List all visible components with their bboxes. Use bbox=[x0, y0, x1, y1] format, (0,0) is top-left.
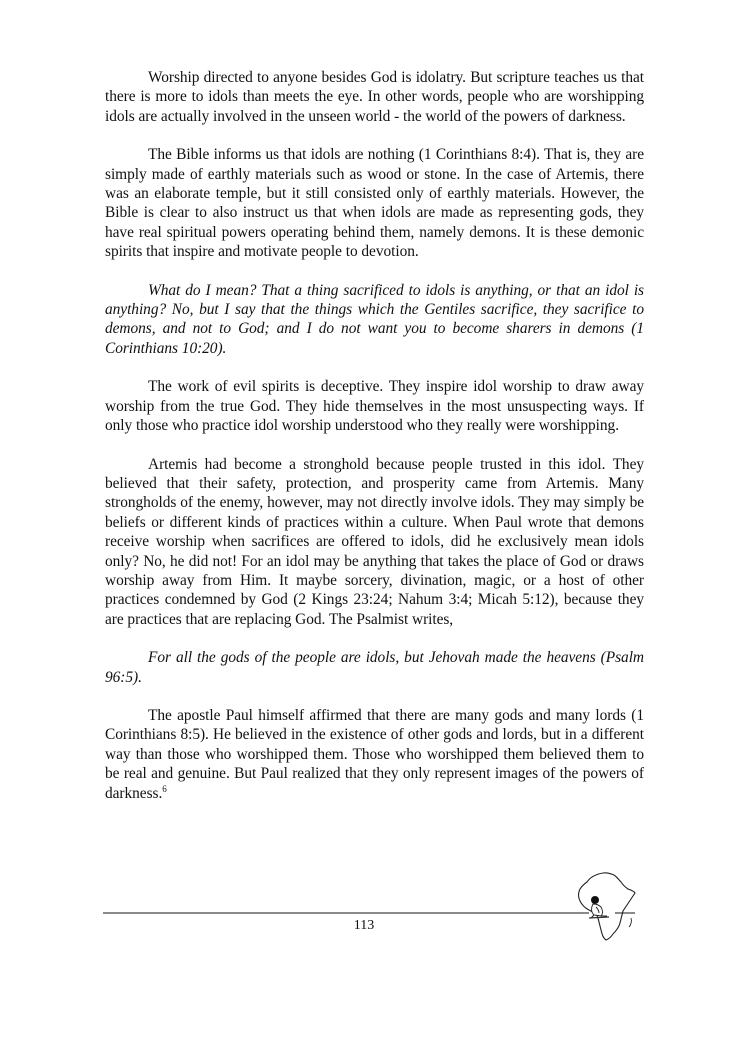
africa-map-praying-figure-icon bbox=[565, 868, 643, 946]
scripture-quote-1-corinthians-10-20: What do I mean? That a thing sacrificed to idols is anything, or that an idol is anything? No, but I say that the things which the Gentiles sacrifice, they sacrifice to demons, and not to God; and I do not want you to become sharers in demons (1 Corinthians 10:20). bbox=[105, 281, 644, 357]
paragraph-idols-are-nothing: The Bible informs us that idols are nothing (1 Corinthians 8:4). That is, they are simply made of earthly materials such as wood or stone. In the case of Artemis, there was an elaborate temple, but it still consisted only of earthly materials. However, the Bible is clear to also instruct us that when idols are made as representing gods, they have real spiritual powers operating behind them, namely demons. It is these demonic spirits that inspire and motivate people to devotion. bbox=[105, 146, 644, 261]
footer-rule bbox=[103, 912, 635, 914]
footnote-reference[interactable]: 6 bbox=[162, 783, 167, 794]
page-body bbox=[105, 68, 644, 822]
page-number: 113 bbox=[353, 918, 375, 933]
paragraph-artemis-stronghold: Artemis had become a stronghold because people trusted in this idol. They believed that their safety, protection, and prosperity came from Artemis. Many strongholds of the enemy, however, may not directly involve idols. They may simply be beliefs or different kinds of practices within a culture. When Paul wrote that demons receive worship when sacrifices are offered to idols, did he exclusively mean idols only? No, he did not! For an idol may be anything that takes the place of God or draws worship away from Him. It maybe sorcery, divination, magic, or a host of other practices condemned by God (2 Kings 23:24; Nahum 3:4; Micah 5:12), because they are practices that are replacing God. The Psalmist writes, bbox=[105, 455, 644, 628]
paragraph-idolatry-intro: Worship directed to anyone besides God is idolatry. But scripture teaches us that there is more to idols than meets the eye. In other words, people who are worshipping idols are actually involved in the unseen world - the world of the powers of darkness. bbox=[105, 69, 644, 125]
paragraph-many-gods-and-lords bbox=[105, 706, 644, 803]
paragraph-many-gods-text: The apostle Paul himself affirmed that there are many gods and many lords (1 Corinthians 8:5). He believed in the existence of other gods and lords, but in a different way than those who worshipped them. Those who worshipped them believed them to be real and genuine. But Paul realized that they only represent images of the powers of darkness. bbox=[105, 706, 644, 802]
scripture-quote-psalm-96-5: For all the gods of the people are idols, but Jehovah made the heavens (Psalm 96:5). bbox=[105, 649, 644, 686]
paragraph-evil-spirits-deceptive: The work of evil spirits is deceptive. They inspire idol worship to draw away worship from the true God. They hide themselves in the most unsuspecting ways. If only those who practice idol worship understood who they really were worshipping. bbox=[105, 378, 644, 435]
